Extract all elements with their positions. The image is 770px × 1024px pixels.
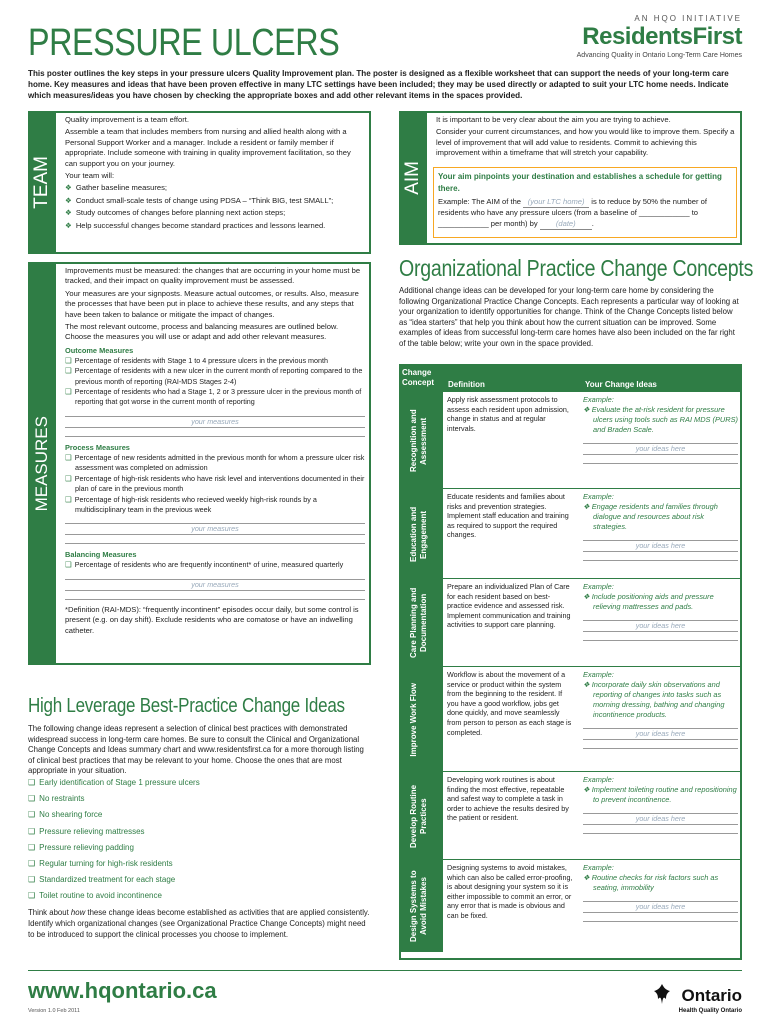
concept-definition: Prepare an individualized Plan of Care for each resident based on best-practice evidence and assessed risk. Implement communication and training activities to support care planning.	[447, 582, 571, 630]
checkbox-icon[interactable]: ❑	[65, 452, 72, 462]
team-p3: Your team will:	[65, 171, 115, 181]
aim-example: Example: The AIM of the (your LTC home) is to reduce by 50% the number of residents who have any pressure ulcers (from a baseline of ____________ to ____________ per month) by (date) .	[438, 197, 734, 230]
aim-p2: Consider your current circumstances, and how you would like to improve them. Specify a level of improvement that will add value to residents. Commit to achieving this improvement within a timeframe that will stretch your capability.	[436, 127, 735, 158]
change-idea-item[interactable]: ❑ Regular turning for high-risk residents	[28, 859, 173, 869]
idea-line[interactable]	[583, 455, 738, 464]
outcome-measure-3[interactable]: ❑ Percentage of residents who had a Stage 1, 2 or 3 pressure ulcer in the previous month of reporting that got worse in the current month of reporting	[65, 387, 362, 407]
idea-line[interactable]	[583, 435, 738, 444]
measures-p3: The most relevant outcome, process and balancing measures are outlined below. Choose the measures you will use or adapt and add other relevant measures.	[65, 322, 339, 342]
outcome-line[interactable]	[65, 428, 365, 437]
concept-label: Design Systems to Avoid Mistakes	[409, 870, 428, 942]
example-text: ❖ Engage residents and families through dialogue and resources about risk strategies.	[583, 502, 718, 531]
example-label: Example:	[583, 670, 614, 679]
logo-tagline: Advancing Quality in Ontario Long-Term Care Homes	[576, 52, 742, 59]
checkbox-icon[interactable]: ❑	[65, 494, 72, 504]
diamond-bullet-icon: ❖	[583, 680, 592, 689]
idea-line[interactable]	[583, 913, 738, 922]
aim-p1: It is important to be very clear about the aim you are trying to achieve.	[436, 115, 671, 124]
change-idea-item[interactable]: ❑ No restraints	[28, 794, 85, 804]
team-bullet: ❖ Study outcomes of changes before planning next action steps;	[65, 208, 286, 218]
aim-sidebar	[399, 111, 427, 245]
idea-line[interactable]	[583, 532, 738, 541]
concept-ideas-cell	[583, 670, 738, 749]
concept-definition: Apply risk assessment protocols to assess each resident upon admission, change in status and at regular intervals.	[447, 395, 569, 433]
diamond-bullet-icon: ❖	[65, 208, 72, 218]
example-label: Example:	[583, 492, 614, 501]
process-line[interactable]	[65, 515, 365, 524]
diamond-bullet-icon: ❖	[583, 785, 592, 794]
change-idea-item[interactable]: ❑ No shearing force	[28, 810, 103, 820]
row-concept-cell	[399, 489, 443, 579]
concept-label: Care Planning and Documentation	[409, 587, 428, 659]
team-p2: Assemble a team that includes members from nursing and allied health along with a Personal Support Worker and a manager. Include a resident or family member if appropriate. Include someone with training in quality improvement facilitation, so they can support you on your journey.	[65, 127, 351, 168]
concept-ideas-cell	[583, 492, 738, 561]
outcome-line[interactable]	[65, 408, 365, 417]
concept-definition: Workflow is about the movement of a service or product within the system from the beginning to the resident. If you have a good workflow, jobs get done quickly, and move seamlessly from person to person as each stage is completed.	[447, 670, 572, 737]
row-concept-cell	[399, 860, 443, 952]
idea-line[interactable]	[583, 552, 738, 561]
example-label: Example:	[583, 775, 614, 784]
high-leverage-outro: Think about how these change ideas become established as activities that are applied consistently. Identify which organizational changes (see Organizational Practice Change Concepts) might need to be introduced to support the clinical processes you choose to implement.	[28, 908, 370, 939]
process-measure-2[interactable]: ❑ Percentage of high-risk residents who have risk level and interventions documented in their plan of care in the previous month	[65, 473, 365, 494]
col-header-ideas: Your Change Ideas	[585, 380, 657, 389]
measures-p1: Improvements must be measured: the changes that are occurring in your home must be tracked, and their impact on quality improvement must be assessed.	[65, 266, 361, 286]
idea-line[interactable]	[583, 893, 738, 902]
checkbox-icon[interactable]: ❑	[65, 560, 72, 570]
footer-rule	[28, 970, 742, 971]
team-bullet: ❖ Help successful changes become standard practices and lessons learned.	[65, 220, 326, 230]
example-text: ❖ Evaluate the at-risk resident for pressure ulcers using tools such as RAI MDS (PURS) and Braden Scale.	[583, 405, 738, 434]
ideas-field[interactable]: your ideas here	[583, 902, 738, 913]
team-sidebar	[28, 111, 56, 254]
balancing-line[interactable]	[65, 571, 365, 580]
balancing-line[interactable]	[65, 591, 365, 600]
measures-p2: Your measures are your signposts. Measure actual outcomes, or results. Also, measure the processes that have been put in place to achieve these results, and any steps that have been taken to balance or mitigate the impact of changes.	[65, 288, 359, 319]
checkbox-icon[interactable]: ❑	[28, 778, 36, 787]
incontinence-definition: *Definition (RAI-MDS): “frequently incontinent” episodes occur daily, but some control is present (e.g. on day shift). Exclude residents who are comatose or have an indwelling catheter.	[65, 604, 359, 635]
team-content	[65, 115, 365, 232]
team-bullet: ❖ Conduct small-scale tests of change using PDSA – “Think BIG, test SMALL”;	[65, 195, 334, 205]
diamond-bullet-icon: ❖	[65, 220, 72, 230]
process-measures-field[interactable]: your measures	[65, 524, 365, 535]
high-leverage-title: High Leverage Best-Practice Change Ideas	[28, 695, 345, 717]
concept-ideas-cell	[583, 775, 738, 834]
health-quality-ontario: Health Quality Ontario	[678, 1008, 742, 1014]
table-row	[399, 392, 742, 489]
example-label: Example:	[583, 863, 614, 872]
diamond-bullet-icon: ❖	[65, 195, 72, 205]
concept-label: Education and Engagement	[409, 506, 428, 562]
idea-line[interactable]	[583, 612, 738, 621]
ontario-wordmark: Ontario	[681, 986, 742, 1005]
concept-definition: Designing systems to avoid mistakes, which can also be called error-proofing, is about designing your system so it is either impossible to commit an error, or any error that is made is obvious and can be fixed.	[447, 863, 573, 920]
aim-content	[436, 115, 736, 163]
table-row	[399, 667, 742, 772]
concept-ideas-cell	[583, 395, 738, 464]
checkbox-icon[interactable]: ❑	[65, 366, 72, 376]
high-leverage-intro: The following change ideas represent a selection of clinical best practices with demonstrated widespread success in long-term care homes. Be sure to consult the Clinical and Organizational Change Concepts and Ideas summary chart and www.residentsfirst.ca for a more thorough listing of clinical best practices that may be relevant to your home. Choose the ones that are most appropriate in your situation.	[28, 724, 364, 776]
example-text: ❖ Include positioning aids and pressure relieving mattresses and pads.	[583, 592, 714, 611]
example-text: ❖ Incorporate daily skin observations and reporting of changes into tasks such as morning dressing, bathing and changing incontinence products.	[583, 680, 725, 719]
footer-version: Version 1.0 Feb 2011	[28, 1008, 80, 1014]
diamond-bullet-icon: ❖	[583, 405, 592, 414]
intro-text: This poster outlines the key steps in your pressure ulcers Quality Improvement plan. The poster is designed as a flexible worksheet that can support the needs of your long-term care home. Key measures and ideas that have been proven effective in many LTC settings have been included; they may be used directly or adapted to suit your LTC home needs. Indicate which measures/ideas you have chosen by checking the appropriate boxes and add other relevant items in the spaces provided.	[28, 69, 729, 100]
balancing-measure-1[interactable]: ❑ Percentage of residents who are frequently incontinent* of urine, measured quarterly	[65, 560, 344, 570]
example-text: ❖ Routine checks for risk factors such as seating, immobility	[583, 873, 719, 892]
team-p1: Quality improvement is a team effort.	[65, 115, 189, 124]
idea-line[interactable]	[583, 805, 738, 814]
change-idea-item[interactable]: ❑ Pressure relieving padding	[28, 842, 134, 852]
outcome-measures-field[interactable]: your measures	[65, 417, 365, 428]
diamond-bullet-icon: ❖	[583, 592, 592, 601]
measures-sidebar	[28, 262, 56, 665]
ideas-field[interactable]: your ideas here	[583, 541, 738, 552]
high-leverage-list	[28, 775, 371, 905]
row-concept-cell	[399, 579, 443, 667]
concept-label: Develop Routine Practices	[409, 784, 428, 848]
measures-content	[65, 266, 365, 636]
checkbox-icon[interactable]: ❑	[28, 810, 36, 820]
row-concept-cell	[399, 772, 443, 860]
concept-definition: Developing work routines is about finding the most effective, repeatable and safest way to complete a task in order to achieve the results desired by the patient or resident.	[447, 775, 569, 823]
checkbox-icon[interactable]: ❑	[28, 891, 36, 901]
ideas-field[interactable]: your ideas here	[583, 729, 738, 740]
checkbox-icon[interactable]: ❑	[28, 875, 36, 885]
org-practice-title: Organizational Practice Change Concepts	[399, 255, 754, 281]
example-label: Example:	[583, 582, 614, 591]
change-idea-item[interactable]: ❑ Toilet routine to avoid incontinence	[28, 891, 162, 901]
ideas-field[interactable]: your ideas here	[583, 814, 738, 825]
team-bullet: ❖ Gather baseline measures;	[65, 183, 167, 193]
aim-example-content	[438, 171, 734, 230]
col-header-definition: Definition	[448, 380, 485, 389]
diamond-bullet-icon: ❖	[583, 502, 592, 511]
change-idea-item[interactable]: ❑ Pressure relieving mattresses	[28, 826, 145, 836]
idea-line[interactable]	[583, 632, 738, 641]
concept-definition: Educate residents and families about risks and prevention strategies. Implement staff education and training as required to support the required changes.	[447, 492, 569, 540]
org-practice-intro: Additional change ideas can be developed for your long-term care home by considering the following Organizational Practice Change Concepts. Each represents a particular way of looking at your organization to identify opportunities for change. Think of the Change Concepts listed below as “idea starters” that help you think about how the current situation can be improved. Some examples of ideas from successful long-term care homes have also been included on the far right of the table below; write your own in the space provided.	[399, 286, 739, 348]
row-concept-cell	[399, 667, 443, 772]
example-label: Example:	[583, 395, 614, 404]
process-measure-1[interactable]: ❑ Percentage of new residents admitted in the previous month for whom a pressure ulcer risk assessment was completed on admission	[65, 452, 365, 473]
checkbox-icon[interactable]: ❑	[65, 387, 72, 397]
ontario-trillium-icon	[650, 982, 674, 1006]
concept-ideas-cell	[583, 863, 738, 922]
checkbox-icon[interactable]: ❑	[65, 355, 72, 365]
process-measure-3[interactable]: ❑ Percentage of high-risk residents who recieved weekly high-risk rounds by a multidisciplinary team in the previous week	[65, 494, 317, 514]
table-row	[399, 489, 742, 579]
example-text: ❖ Implement toileting routine and repositioning to prevent incontinence.	[583, 785, 737, 804]
checkbox-icon[interactable]: ❑	[28, 859, 36, 869]
measures-label: MEASURES	[32, 415, 51, 512]
residents-first-logo: ResidentsFirst	[582, 23, 742, 50]
diamond-bullet-icon: ❖	[65, 183, 72, 193]
concept-table	[399, 392, 742, 952]
footer-url-link[interactable]: www.hqontario.ca	[28, 978, 217, 1003]
idea-line[interactable]	[583, 825, 738, 834]
col-header-concept: Change Concept	[402, 368, 434, 387]
outcome-measure-1[interactable]: ❑ Percentage of residents with Stage 1 to 4 pressure ulcers in the previous month	[65, 355, 329, 365]
checkbox-icon[interactable]: ❑	[28, 794, 36, 804]
aim-highlight: Your aim pinpoints your destination and establishes a schedule for getting there.	[438, 172, 722, 193]
concept-ideas-cell	[583, 582, 738, 641]
checkbox-icon[interactable]: ❑	[65, 473, 72, 483]
change-idea-item[interactable]: ❑ Standardized treatment for each stage	[28, 875, 176, 885]
concept-label: Improve Work Flow	[409, 682, 418, 757]
team-label: TEAM	[31, 156, 52, 209]
table-row	[399, 579, 742, 667]
aim-date-field[interactable]: (date)	[540, 219, 592, 230]
change-idea-item[interactable]: ❑ Early identification of Stage 1 pressure ulcers	[28, 778, 200, 787]
balancing-measures-field[interactable]: your measures	[65, 580, 365, 591]
table-row	[399, 772, 742, 860]
outcome-measures-heading: Outcome Measures	[65, 345, 134, 355]
hqo-initiative: AN HQO INITIATIVE	[634, 14, 742, 23]
outcome-measure-2[interactable]: ❑ Percentage of residents with a new ulcer in the current month of reporting compared to the previous month of reporting (RAI-MDS Stages 2-4)	[65, 366, 363, 386]
process-line[interactable]	[65, 535, 365, 544]
balancing-measures-heading: Balancing Measures	[65, 550, 137, 560]
idea-line[interactable]	[583, 720, 738, 729]
page-title: PRESSURE ULCERS	[28, 22, 340, 64]
table-row	[399, 860, 742, 952]
checkbox-icon[interactable]: ❑	[28, 826, 36, 836]
diamond-bullet-icon: ❖	[583, 873, 592, 882]
checkbox-icon[interactable]: ❑	[28, 842, 36, 852]
concept-label: Recognition and Assessment	[409, 409, 428, 472]
idea-line[interactable]	[583, 740, 738, 749]
ideas-field[interactable]: your ideas here	[583, 621, 738, 632]
process-measures-heading: Process Measures	[65, 442, 130, 452]
row-concept-cell	[399, 392, 443, 489]
aim-label: AIM	[402, 161, 423, 195]
aim-ltc-home-field[interactable]: (your LTC home)	[523, 197, 589, 208]
ideas-field[interactable]: your ideas here	[583, 444, 738, 455]
